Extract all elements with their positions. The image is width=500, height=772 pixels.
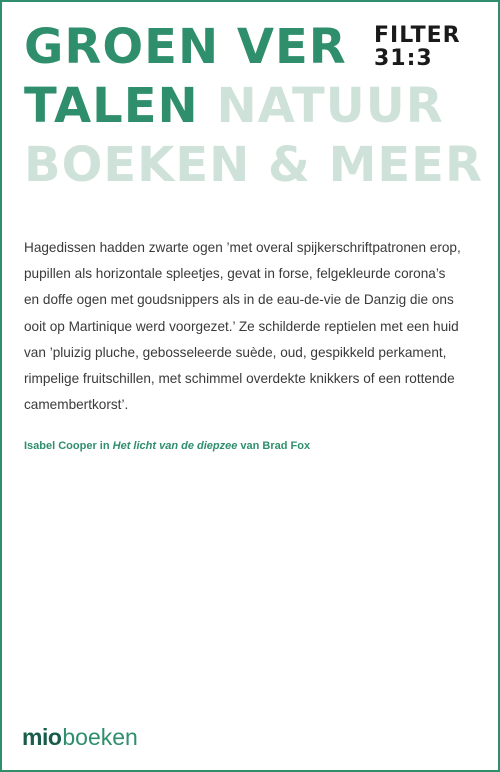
title-line-3: BOEKEN & MEER	[24, 137, 483, 193]
series-number: 31:3	[374, 46, 433, 71]
publisher-logo-boeken: boeken	[62, 724, 138, 750]
attribution-author: Isabel Cooper in	[24, 440, 110, 452]
publisher-logo-mio: mio	[22, 724, 62, 750]
quote-line: pupillen als horizontale spleetjes, gevat in forse, felgekleurde corona’s	[24, 266, 446, 282]
quote-line: camembertkorst’.	[24, 397, 129, 413]
series-name: FILTER	[374, 23, 461, 48]
quote-line: rimpelige fruitschillen, met schimmel overdekte knikkers of een rottende	[24, 371, 455, 387]
title-line-1: GROEN VER	[24, 19, 347, 75]
title-word-natuur: NATUUR	[216, 78, 444, 134]
attribution-book-title: Het licht van de diepzee	[112, 440, 238, 452]
quote-line: en doffe ogen met goudsnippers als in de eau-de-vie de Danzig die ons	[24, 292, 454, 308]
quote-line: van ’pluizig pluche, gebosseleerde suède, oud, gespikkeld perkament,	[24, 344, 447, 360]
publisher-logo	[22, 724, 138, 751]
quote-text	[24, 235, 482, 418]
quote-attribution	[24, 440, 310, 452]
title-word-talen: TALEN	[24, 78, 199, 134]
title-line-2	[24, 77, 483, 136]
series-label	[374, 24, 461, 70]
quote-line: Hagedissen hadden zwarte ogen ’met overal spijkerschriftpatronen erop,	[24, 240, 461, 255]
attribution-by: van Brad Fox	[240, 440, 311, 452]
quote-line: ooit op Martinique werd voorgezet.’ Ze schilderde reptielen met een huid	[24, 318, 459, 334]
